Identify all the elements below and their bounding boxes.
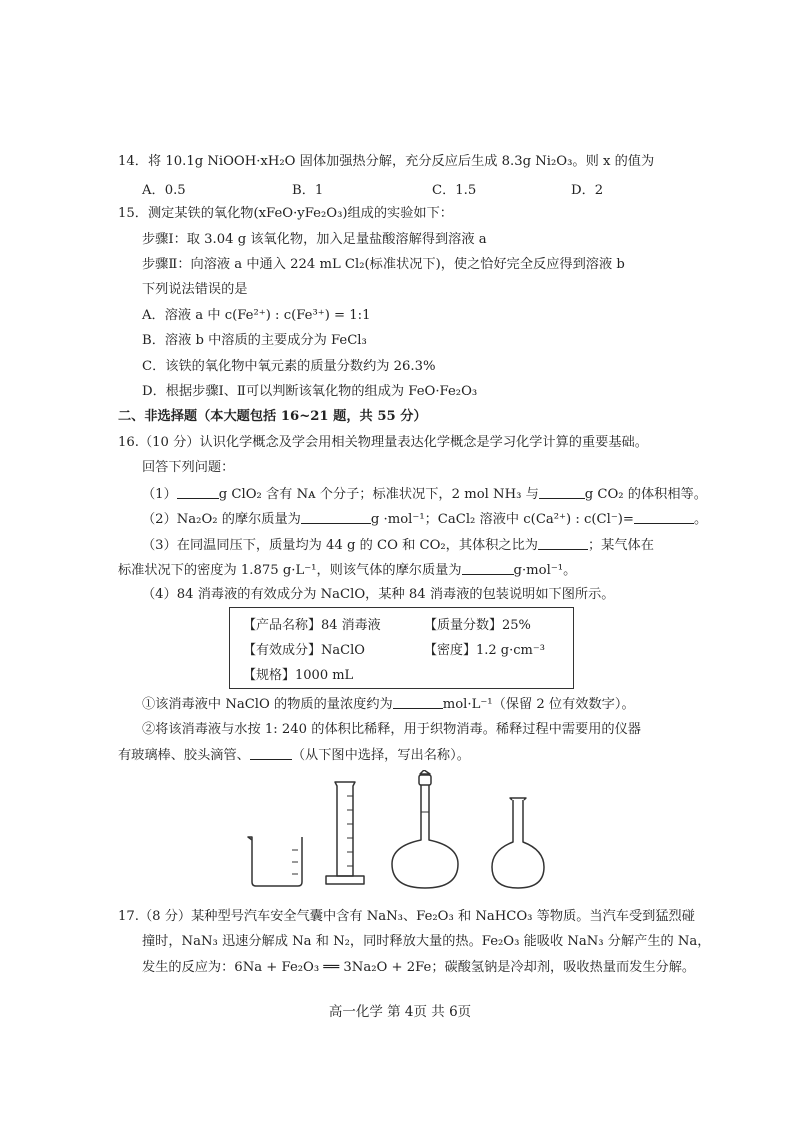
q16-part2-tail: 。 xyxy=(694,512,708,527)
q15-option-c: C．该铁的氧化物中氧元素的质量分数约为 26.3% xyxy=(142,359,436,374)
q16-sub2-cont xyxy=(118,746,470,765)
answer-blank[interactable] xyxy=(538,536,588,550)
q17-line1: 17.（8 分）某种型号汽车安全气囊中含有 NaN₃、Fe₂O₃ 和 NaHCO₃ 等物质。当汽车受到猛烈碰 xyxy=(118,909,695,924)
q14-option-a: A．0.5 xyxy=(142,183,186,198)
q17-line3: 发生的反应为：6Na + Fe₂O₃ ══ 3Na₂O + 2Fe；碳酸氢钠是冷却剂，吸收热量而发生分解。 xyxy=(142,960,696,975)
q16-part4: （4）84 消毒液的有效成分为 NaClO，某种 84 消毒液的包装说明如下图所示。 xyxy=(142,587,615,602)
answer-blank[interactable] xyxy=(462,561,514,575)
product-name: 【产品名称】84 消毒液 xyxy=(243,618,381,633)
product-mass-fraction: 【质量分数】25% xyxy=(424,618,531,633)
answer-blank[interactable] xyxy=(301,510,371,524)
beaker-icon xyxy=(248,837,302,886)
q15-option-a: A．溶液 a 中 c(Fe²⁺) : c(Fe³⁺) = 1:1 xyxy=(142,308,371,323)
q16-part1-label: （1） xyxy=(142,487,177,502)
q16-sub1 xyxy=(142,695,635,714)
q14-option-d: D．2 xyxy=(571,183,604,198)
q16-part1-text: g ClO₂ 含有 Nᴀ 个分子；标准状况下，2 mol NH₃ 与 xyxy=(218,487,539,502)
section-heading: 二、非选择题（本大题包括 16~21 题，共 55 分） xyxy=(118,409,427,424)
q15-stem: 15．测定某铁的氧化物(xFeO·yFe₂O₃)组成的实验如下： xyxy=(118,206,453,221)
lab-apparatus-figure xyxy=(240,770,580,890)
q14-option-b: B．1 xyxy=(292,183,324,198)
q16-sub2-text: 有玻璃棒、胶头滴管、 xyxy=(118,748,250,763)
q17-line2: 撞时，NaN₃ 迅速分解成 Na 和 N₂，同时释放大量的热。Fe₂O₃ 能吸收 NaN₃ 分解产生的 Na， xyxy=(142,934,711,949)
q15-step1: 步骤Ⅰ：取 3.04 g 该氧化物，加入足量盐酸溶解得到溶液 a xyxy=(142,232,487,247)
round-bottom-flask-icon xyxy=(492,798,544,888)
q16-part2-text: （2）Na₂O₂ 的摩尔质量为 xyxy=(142,512,301,527)
q16-sub1-tail: mol·L⁻¹（保留 2 位有效数字）。 xyxy=(442,697,635,712)
answer-blank[interactable] xyxy=(177,485,219,499)
q16-stem-2: 回答下列问题： xyxy=(142,460,235,475)
q16-part3 xyxy=(142,536,654,555)
q14-stem: 14．将 10.1g NiOOH·xH₂O 固体加强热分解，充分反应后生成 8.3g Ni₂O₃。则 x 的值为 xyxy=(118,154,655,169)
q16-part1-tail: g CO₂ 的体积相等。 xyxy=(584,487,707,502)
q16-sub2-tail: （从下图中选择，写出名称）。 xyxy=(291,748,470,763)
q16-part3-text: （3）在同温同压下，质量均为 44 g 的 CO 和 CO₂，其体积之比为 xyxy=(142,538,538,553)
q16-part3-mid: ；某气体在 xyxy=(587,538,654,553)
product-spec: 【规格】1000 mL xyxy=(243,668,354,683)
q15-option-d: D．根据步骤Ⅰ、Ⅱ可以判断该氧化物的组成为 FeO·Fe₂O₃ xyxy=(142,384,478,399)
volumetric-flask-icon xyxy=(392,770,458,888)
answer-blank[interactable] xyxy=(539,485,585,499)
answer-blank[interactable] xyxy=(250,746,292,760)
q14-option-c: C．1.5 xyxy=(432,183,477,198)
q15-option-b: B．溶液 b 中溶质的主要成分为 FeCl₃ xyxy=(142,333,367,348)
q16-part3-text-2: 标准状况下的密度为 1.875 g·L⁻¹，则该气体的摩尔质量为 xyxy=(118,563,462,578)
product-density: 【密度】1.2 g·cm⁻³ xyxy=(424,643,545,658)
product-label-box xyxy=(229,607,574,689)
answer-blank[interactable] xyxy=(393,695,443,709)
q16-part3-cont xyxy=(118,561,576,580)
q16-part2 xyxy=(142,510,707,529)
page-footer: 高一化学 第 4页 共 6页 xyxy=(328,1004,472,1020)
q16-part1 xyxy=(142,485,707,504)
answer-blank[interactable] xyxy=(634,510,694,524)
graduated-cylinder-icon xyxy=(326,782,364,884)
q16-part2-mid: g ·mol⁻¹；CaCl₂ 溶液中 c(Ca²⁺) : c(Cl⁻)= xyxy=(370,512,634,527)
q15-ask: 下列说法错误的是 xyxy=(142,282,248,297)
q16-part3-tail: g·mol⁻¹。 xyxy=(513,563,577,578)
q16-sub1-text: ①该消毒液中 NaClO 的物质的量浓度约为 xyxy=(142,697,393,712)
q15-step2: 步骤Ⅱ：向溶液 a 中通入 224 mL Cl₂(标准状况下)，使之恰好完全反应得到溶液 b xyxy=(142,257,625,272)
q16-sub2: ②将该消毒液与水按 1: 240 的体积比稀释，用于织物消毒。稀释过程中需要用的仪器 xyxy=(142,722,641,737)
product-ingredient: 【有效成分】NaClO xyxy=(243,643,365,658)
q16-stem: 16.（10 分）认识化学概念及学会用相关物理量表达化学概念是学习化学计算的重要基础。 xyxy=(118,435,648,450)
